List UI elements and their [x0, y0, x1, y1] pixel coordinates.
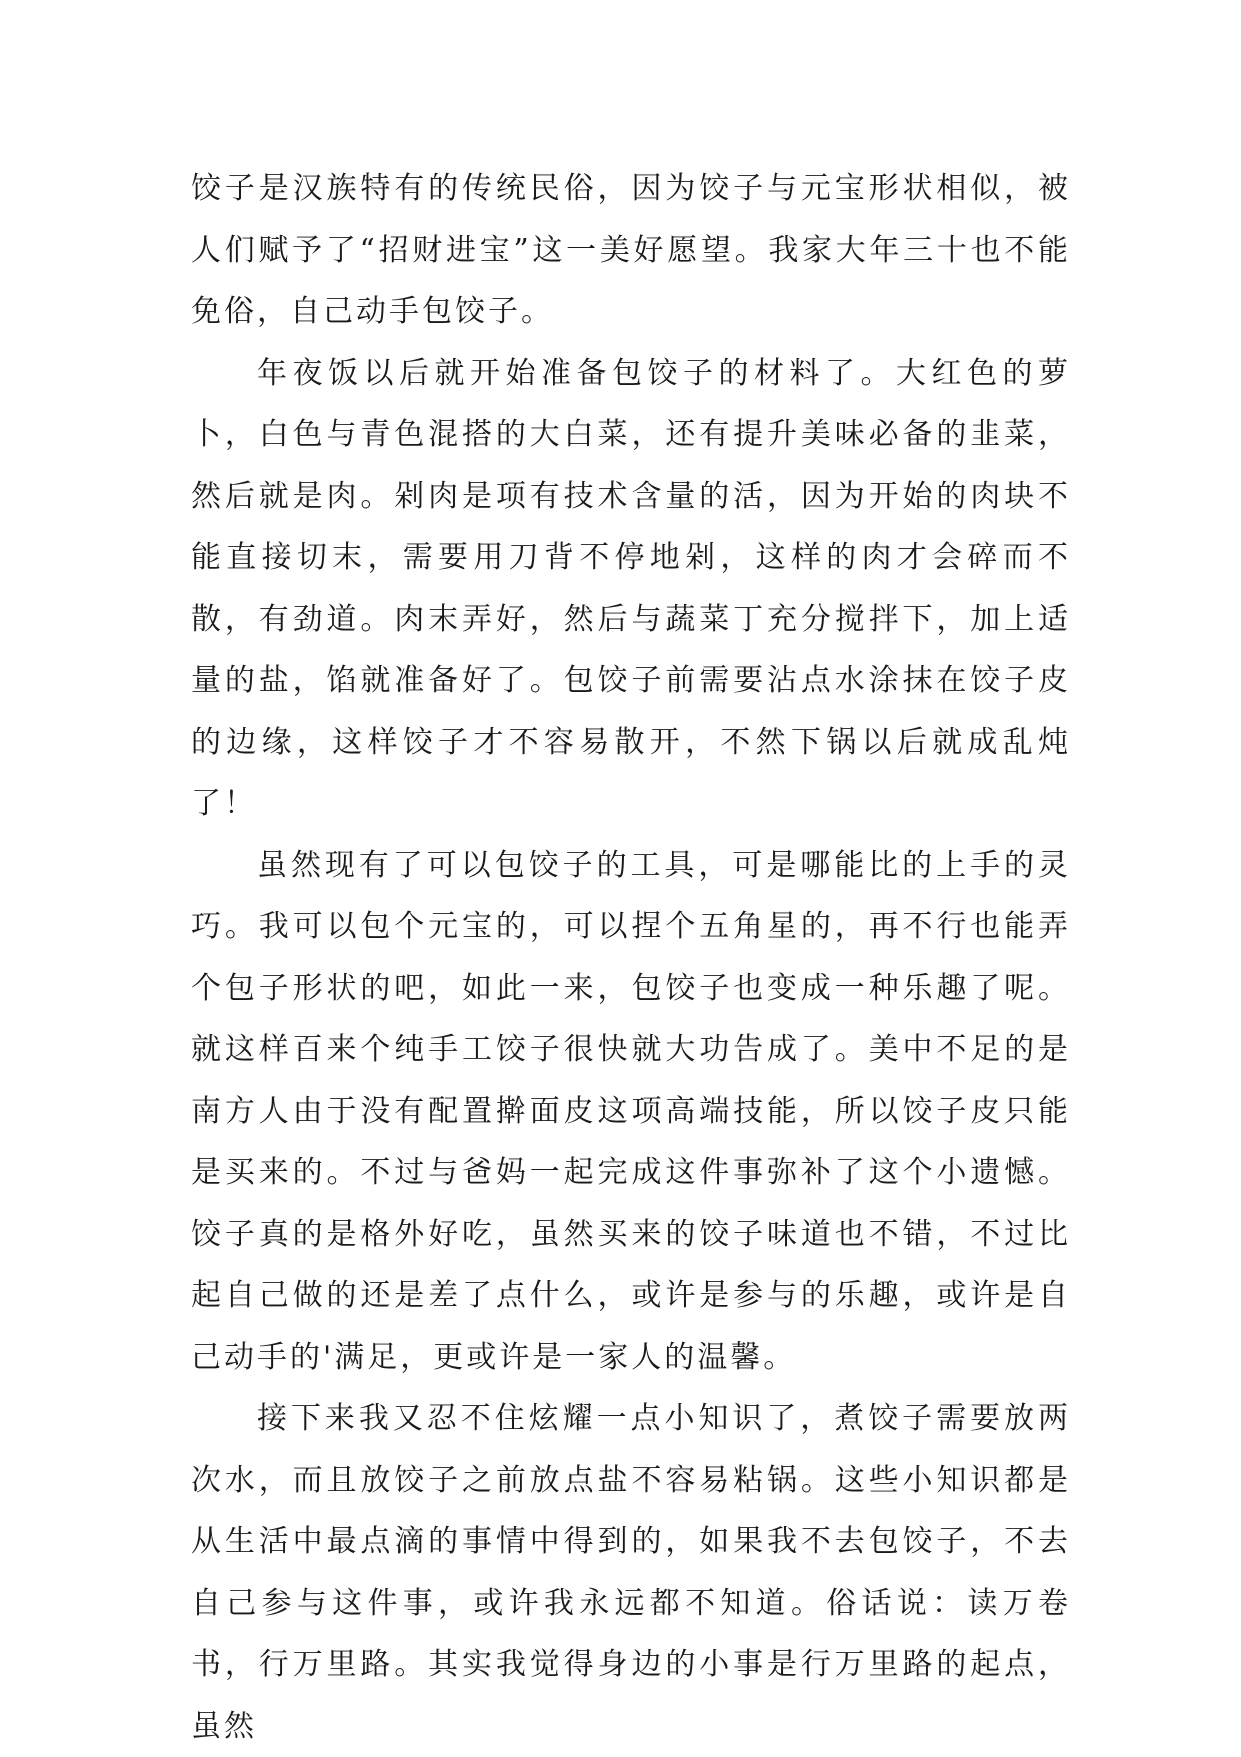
- document-body: [191, 158, 1071, 1757]
- paragraph-4: 接下来我又忍不住炫耀一点小知识了，煮饺子需要放两次水，而且放饺子之前放点盐不容易粘锅。这些小知识都是从生活中最点滴的事情中得到的，如果我不去包饺子，不去自己参与这件事，或许我永远都不知道。俗话说：读万卷书，行万里路。其实我觉得身边的小事是行万里路的起点，虽然: [191, 1401, 1071, 1744]
- paragraph-3: 虽然现有了可以包饺子的工具，可是哪能比的上手的灵巧。我可以包个元宝的，可以捏个五角星的，再不行也能弄个包子形状的吧，如此一来，包饺子也变成一种乐趣了呢。就这样百来个纯手工饺子很快就大功告成了。美中不足的是南方人由于没有配置擀面皮这项高端技能，所以饺子皮只能是买来的。不过与爸妈一起完成这件事弥补了这个小遗憾。饺子真的是格外好吃，虽然买来的饺子味道也不错，不过比起自己做的还是差了点什么，或许是参与的乐趣，或许是自己动手的'满足，更或许是一家人的温馨。: [191, 847, 1071, 1375]
- paragraph-1: 饺子是汉族特有的传统民俗，因为饺子与元宝形状相似，被人们赋予了“招财进宝”这一美好愿望。我家大年三十也不能免俗，自己动手包饺子。: [191, 171, 1071, 329]
- paragraph-2: 年夜饭以后就开始准备包饺子的材料了。大红色的萝卜，白色与青色混搭的大白菜，还有提升美味必备的韭菜，然后就是肉。剁肉是项有技术含量的活，因为开始的肉块不能直接切末，需要用刀背不停地剁，这样的肉才会碎而不散，有劲道。肉末弄好，然后与蔬菜丁充分搅拌下，加上适量的盐，馅就准备好了。包饺子前需要沾点水涂抹在饺子皮的边缘，这样饺子才不容易散开，不然下锅以后就成乱炖了！: [191, 355, 1071, 821]
